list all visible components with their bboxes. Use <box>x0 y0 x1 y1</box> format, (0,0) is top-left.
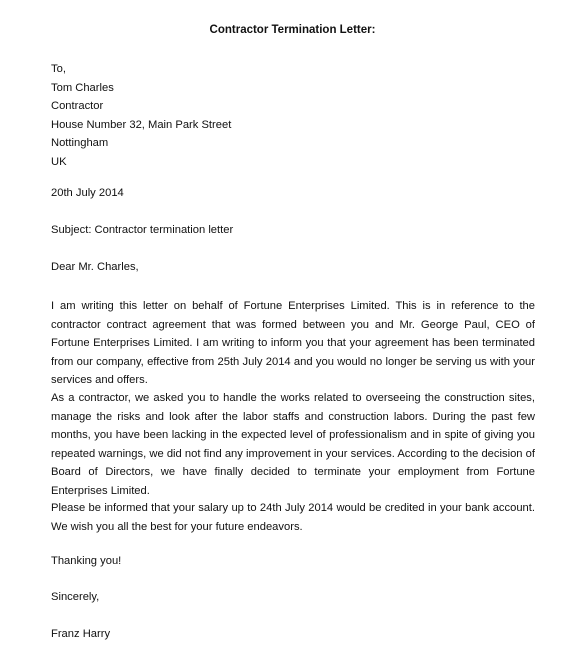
recipient-street: House Number 32, Main Park Street <box>51 118 232 131</box>
address-to: To, <box>51 63 66 75</box>
letter-closing: Sincerely, <box>51 591 100 603</box>
letter-signature: Franz Harry <box>51 628 111 640</box>
letter-salutation: Dear Mr. Charles, <box>51 261 139 273</box>
paragraph-reasons: As a contractor, we asked you to handle the works related to overseeing the construction sites, manage the risks and look after the labor staffs and construction labors. During the past few months, you have been lacking in the expected level of professionalism and in spite of giving you repeated warnings, we did not find any improvement in your services. According to the decision of Board of Directors, we have finally decided to terminate your employment from Fortune Enterprises Limited. <box>51 392 535 497</box>
letter-thanks: Thanking you! <box>51 555 122 567</box>
recipient-city: Nottingham <box>51 137 109 149</box>
letter-date: 20th July 2014 <box>51 187 124 199</box>
recipient-country: UK <box>51 155 67 168</box>
letter-title: Contractor Termination Letter: <box>209 24 376 36</box>
recipient-name: Tom Charles <box>51 81 114 94</box>
letter-subject: Subject: Contractor termination letter <box>51 224 234 236</box>
paragraph-termination-notice: I am writing this letter on behalf of Fortune Enterprises Limited. This is in reference to the contractor contract agreement that was formed between you and Mr. George Paul, CEO of Fortune Enterprises Limited. I am writing to inform you that your agreement has been terminated from our company, effective from 25th July 2014 and you would no longer be serving us with your services and offers. <box>51 300 535 386</box>
recipient-role: Contractor <box>51 100 104 112</box>
recipient-address <box>51 60 535 171</box>
paragraph-salary: Please be informed that your salary up to 24th July 2014 would be credited in your bank account. We wish you all the best for your future endeavors. <box>51 502 535 533</box>
